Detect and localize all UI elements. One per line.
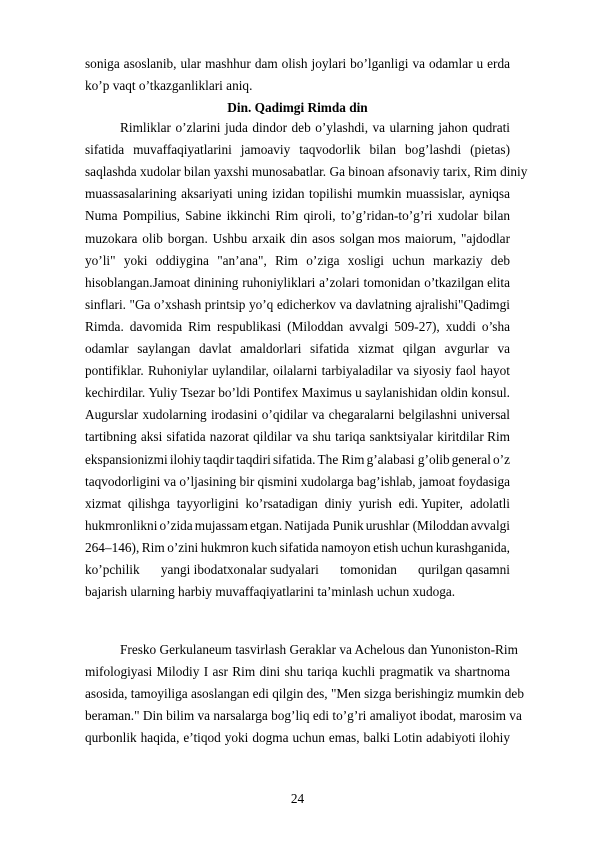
text-segment: siyosiy xyxy=(413,363,452,379)
text-segment: asosida, tamoyiliga asoslangan edi qilgin des, "Men sizga berishingiz mumkin deb xyxy=(85,686,524,702)
text-segment: va xyxy=(295,429,309,445)
text-segment: o’sha xyxy=(481,318,510,334)
text-segment: sifatida xyxy=(310,341,350,356)
text-segment: Rimda. xyxy=(85,318,124,334)
text-segment: odamlar xyxy=(85,341,129,356)
text-segment: sinflari. xyxy=(85,296,126,312)
text-segment: joylari xyxy=(311,56,347,71)
text-segment: va xyxy=(311,407,325,423)
text-segment: yoki xyxy=(123,252,148,268)
text-line xyxy=(0,120,595,142)
text-segment: etgan. xyxy=(250,517,283,533)
text-segment: Pompilius, xyxy=(122,208,180,224)
text-segment: va xyxy=(339,296,353,312)
text-segment: ko’p vaqt o’tkazganliklari aniq. xyxy=(85,78,253,93)
text-line xyxy=(0,429,595,451)
text-segment: "Ga xyxy=(129,296,151,312)
text-segment: bo’ldi xyxy=(218,385,251,401)
text-segment: I xyxy=(203,664,209,680)
text-segment: mujassam xyxy=(194,517,248,533)
text-segment: g’alabasi g’olib xyxy=(366,451,450,467)
text-line xyxy=(0,562,595,584)
text-segment: xizmat xyxy=(85,495,122,511)
text-segment: borgan. xyxy=(167,230,208,246)
text-segment: mumkin xyxy=(357,186,402,202)
text-segment: olish xyxy=(281,56,308,71)
text-segment: va xyxy=(497,341,510,356)
text-segment: xudolar xyxy=(437,208,479,224)
text-segment: etish xyxy=(373,539,399,555)
text-segment: Augurslar xyxy=(85,407,139,423)
text-segment: deb xyxy=(291,120,311,135)
text-line xyxy=(0,385,595,407)
text-segment: muzokara xyxy=(85,230,138,246)
text-segment: nazorat xyxy=(209,429,249,445)
text-segment: muassislar, xyxy=(405,186,465,202)
text-segment: yangi ibodatxonalar sudyalari xyxy=(160,562,319,577)
text-segment: qudrati xyxy=(472,120,510,135)
text-segment: Maximus xyxy=(301,385,352,401)
text-line xyxy=(0,686,595,708)
text-segment: solgan mos xyxy=(339,230,401,246)
text-segment: oddiygina xyxy=(155,252,209,268)
text-segment: davomida xyxy=(129,318,183,334)
text-segment: arxaik xyxy=(252,230,286,246)
text-line xyxy=(0,474,595,496)
text-segment: ayniqsa xyxy=(469,186,510,202)
text-segment: emas, xyxy=(328,730,360,746)
text-segment: edi. Yupiter, xyxy=(398,495,463,511)
text-segment: hayot xyxy=(480,363,510,379)
text-segment: kechirdilar. xyxy=(85,385,146,401)
text-segment: o’xshash xyxy=(153,296,202,312)
text-segment: e’tiqod xyxy=(183,730,221,746)
text-segment: tariqa xyxy=(335,429,366,445)
text-segment: Milodiy xyxy=(156,664,200,680)
text-segment: a’zolari xyxy=(319,274,360,290)
text-segment: avgurlar xyxy=(444,341,489,356)
text-line xyxy=(0,341,595,363)
text-segment: Natijada Punik xyxy=(284,517,364,533)
text-segment: Rim xyxy=(141,539,165,555)
text-segment: balki Lotin xyxy=(363,730,423,746)
text-line xyxy=(0,452,595,474)
text-segment: uchun xyxy=(292,730,325,746)
text-segment: u xyxy=(476,56,484,71)
text-segment: "an’ana", xyxy=(217,252,267,268)
text-line xyxy=(0,584,595,606)
text-segment: yurish xyxy=(358,495,392,511)
text-segment: Sabine xyxy=(185,208,222,224)
text-segment: o’z xyxy=(493,451,510,467)
text-segment: tartibning xyxy=(85,429,137,445)
text-segment: qurbonlik xyxy=(85,730,137,746)
text-segment: Rimliklar xyxy=(120,120,171,135)
text-line xyxy=(0,730,595,752)
text-segment: amaldorlari xyxy=(240,341,302,356)
text-line xyxy=(0,208,595,230)
text-segment: aksi xyxy=(140,429,163,445)
text-line xyxy=(0,642,595,664)
text-segment: Rim xyxy=(188,318,211,334)
text-segment: izidan xyxy=(272,186,305,202)
text-line xyxy=(0,275,595,297)
text-segment: taqdiri xyxy=(236,451,271,467)
text-segment: juda xyxy=(224,120,248,135)
text-segment: qildilar xyxy=(253,429,292,445)
text-segment: u xyxy=(355,385,362,401)
text-segment: maiorum, xyxy=(404,230,457,246)
text-segment: hukmronlikni xyxy=(85,517,158,533)
text-segment: va xyxy=(412,56,426,71)
text-segment: uchun xyxy=(392,252,425,268)
text-segment: kiritdilar Rim xyxy=(437,429,510,445)
text-segment: qilishga xyxy=(127,495,170,511)
text-line xyxy=(0,664,595,686)
text-segment: general xyxy=(451,451,491,467)
text-segment: pontifiklar. xyxy=(85,363,144,379)
text-segment: o’ylashdi, xyxy=(315,120,369,135)
text-segment: ko’rsatadigan xyxy=(245,495,318,511)
text-segment: sifatida xyxy=(279,539,319,555)
text-segment: irodasini xyxy=(210,407,258,423)
text-segment: ikkinchi xyxy=(226,208,271,224)
text-segment: dogma xyxy=(252,730,289,746)
text-segment: ko’pchilik xyxy=(85,562,140,577)
text-segment: dindor xyxy=(252,120,288,135)
text-segment: konsul. xyxy=(471,385,510,401)
text-segment: ilohiy xyxy=(169,451,201,467)
text-line xyxy=(0,56,595,78)
text-segment: muvaffaqiyatlarini xyxy=(133,142,232,158)
text-segment: beraman." Din bilim va narsalarga bog’liq edi to’g’ri amaliyot ibodat, marosim va xyxy=(85,708,522,724)
text-segment: va xyxy=(396,363,410,379)
text-segment: jamoaviy xyxy=(240,142,291,158)
text-segment: urushlar (Miloddan xyxy=(365,517,469,533)
text-segment: xudolarning xyxy=(142,407,207,423)
text-segment: belgilashni xyxy=(398,407,457,423)
text-line xyxy=(0,253,595,275)
text-line xyxy=(0,540,595,562)
text-segment: o’zida xyxy=(159,517,193,533)
text-segment: bir xyxy=(239,473,255,489)
text-line xyxy=(0,363,595,385)
text-segment: dinining xyxy=(194,274,239,290)
text-segment: kuch xyxy=(251,539,278,555)
text-segment: mifologiyasi xyxy=(85,664,153,680)
text-segment: sanktsiyalar xyxy=(369,429,434,445)
text-line xyxy=(0,297,595,319)
text-segment: diniy xyxy=(324,495,352,511)
text-segment: taqdir xyxy=(202,451,234,467)
text-segment: o’tkazilgan elita xyxy=(424,274,510,290)
text-segment: taqvodorlik xyxy=(299,142,361,158)
text-segment: tomonidan xyxy=(340,562,397,577)
text-segment: to’g’ridan-to’g’ri xyxy=(340,208,433,224)
text-segment: davlat xyxy=(199,341,232,356)
text-line xyxy=(0,518,595,540)
text-segment: edicherkov xyxy=(276,296,336,312)
text-segment: sifatida xyxy=(85,142,125,158)
text-segment: dini xyxy=(259,664,281,680)
text-line xyxy=(0,142,595,164)
text-segment: jahon xyxy=(438,120,468,135)
text-segment: tarbiyaladilar xyxy=(321,363,393,379)
text-segment: saylanishidan xyxy=(364,385,438,401)
text-segment: asoslanib, xyxy=(123,56,177,71)
text-segment: xuddi xyxy=(445,318,476,334)
text-segment: oldin xyxy=(440,385,468,401)
text-segment: bag’ishlab, xyxy=(356,473,416,489)
text-segment: topilishi xyxy=(309,186,353,202)
text-segment: ekspansionizmi xyxy=(85,451,168,467)
text-segment: qurilgan qasamni xyxy=(418,562,510,577)
text-segment: olib xyxy=(142,230,163,246)
text-segment: yo’q xyxy=(248,296,274,312)
text-line xyxy=(0,319,595,341)
text-segment: qilgan xyxy=(402,341,436,356)
text-segment: bo’lganligi xyxy=(350,56,409,71)
text-segment: bajarish ularning harbiy muvaffaqiyatlarini ta’minlash uchun xudoga. xyxy=(85,584,456,600)
text-segment: "ajdodlar xyxy=(461,230,510,246)
text-segment: uylandilar, xyxy=(212,363,269,379)
text-segment: saylangan xyxy=(137,341,191,356)
text-segment: bilan xyxy=(369,142,397,158)
text-segment: sifatida xyxy=(166,429,206,445)
text-segment: tomonidan xyxy=(363,274,421,290)
text-segment: taqvodorligini xyxy=(85,473,161,489)
text-segment: davlatning xyxy=(355,296,412,312)
text-segment: tariqa xyxy=(307,664,338,680)
text-segment: asos xyxy=(312,230,335,246)
text-segment: respublikasi xyxy=(216,318,282,334)
text-segment: o’zini xyxy=(167,539,199,555)
text-segment: markaziy xyxy=(433,252,483,268)
text-segment: soniga xyxy=(85,56,120,71)
text-segment: haqida, xyxy=(140,730,180,746)
text-segment: jamoat xyxy=(418,473,456,489)
text-segment: (pietas) xyxy=(470,142,510,158)
text-segment: va xyxy=(372,120,386,135)
text-segment: pragmatik xyxy=(379,664,434,680)
text-segment: shartnoma xyxy=(454,664,510,680)
text-segment: 264–146), xyxy=(85,539,140,555)
text-segment: namoyon xyxy=(321,539,371,555)
text-segment: o’zlarini xyxy=(175,120,221,135)
text-segment: shu xyxy=(284,664,304,680)
text-segment: xizmat xyxy=(357,341,394,356)
text-segment: hisoblangan.Jamoat xyxy=(85,274,191,290)
text-segment: o’ziga xyxy=(306,252,340,268)
section-title: Din. Qadimgi Rimda din xyxy=(227,100,368,115)
text-segment: foydasiga xyxy=(458,473,510,489)
text-segment: yoki xyxy=(224,730,249,746)
text-segment: Numa xyxy=(85,208,118,224)
text-segment: Tsezar xyxy=(180,385,216,401)
text-segment: Pontifex xyxy=(253,385,299,401)
text-segment: sifatida. xyxy=(272,451,316,467)
text-segment: tayyorligini xyxy=(176,495,239,511)
text-segment: The Rim xyxy=(317,451,365,467)
text-line xyxy=(0,78,595,100)
text-segment: va xyxy=(163,473,177,489)
text-segment: odamlar xyxy=(428,56,473,71)
text-segment: xosligi xyxy=(347,252,384,268)
text-segment: universal xyxy=(461,407,510,423)
text-segment: qiroli, xyxy=(303,208,336,224)
text-segment: ajralishi"Qadimgi xyxy=(415,296,510,312)
text-segment: Ruhoniylar xyxy=(147,363,208,379)
text-segment: uning xyxy=(237,186,268,202)
text-segment: Ushbu xyxy=(212,230,248,246)
text-segment: Yuliy xyxy=(148,385,178,401)
text-segment: kurashganida, xyxy=(435,539,510,555)
text-segment: (Miloddan xyxy=(287,318,344,334)
text-segment: printsip xyxy=(204,296,246,312)
text-segment: aksariyati xyxy=(181,186,233,202)
text-segment: hukmron xyxy=(200,539,249,555)
text-segment: Rim xyxy=(275,208,299,224)
text-segment: muassasalarining xyxy=(85,186,177,202)
text-segment: kuchli xyxy=(341,664,376,680)
text-segment: adolatli xyxy=(470,495,510,511)
text-segment: ruhoniyliklari xyxy=(242,274,316,290)
page-number: 24 xyxy=(290,791,305,806)
text-segment: uchun xyxy=(400,539,434,555)
text-segment: adabiyoti ilohiy xyxy=(426,730,510,746)
text-line xyxy=(0,186,595,208)
text-segment: faol xyxy=(455,363,477,379)
text-segment: saqlashda xudolar bilan yaxshi munosabatlar. Ga binoan afsonaviy tarix, Rim diniy xyxy=(85,164,528,180)
text-segment: din xyxy=(290,230,308,246)
text-segment: va xyxy=(437,664,451,680)
text-line xyxy=(0,496,595,518)
text-segment: xudolarga xyxy=(300,473,354,489)
text-segment: Rim xyxy=(232,664,256,680)
text-segment: ular xyxy=(180,56,202,71)
text-segment: bilan xyxy=(483,208,510,224)
text-segment: ularning xyxy=(389,120,434,135)
text-line xyxy=(0,407,595,429)
text-segment: avvalgi xyxy=(349,318,389,334)
text-segment: yo’li" xyxy=(85,252,116,268)
text-line xyxy=(0,231,595,253)
text-line xyxy=(0,164,595,186)
text-segment: Rim xyxy=(275,252,298,268)
text-segment: o’ljasining xyxy=(179,473,237,489)
text-segment: bog’lashdi xyxy=(405,142,462,158)
text-segment: dam xyxy=(254,56,278,71)
text-segment: chegaralarni xyxy=(328,407,395,423)
text-segment: deb xyxy=(490,252,510,268)
text-segment: avvalgi xyxy=(470,517,510,533)
text-segment: asr xyxy=(212,664,228,680)
text-segment: oilalarni xyxy=(273,363,318,379)
text-segment: Fresko Gerkulaneum tasvirlash Geraklar va Achelous dan Yunoniston-Rim xyxy=(120,642,518,657)
text-segment: qismini xyxy=(257,473,298,489)
text-segment: shu xyxy=(312,429,331,445)
text-segment: 509-27), xyxy=(394,318,440,334)
text-segment: mashhur xyxy=(205,56,251,71)
text-line xyxy=(0,708,595,730)
text-segment: erda xyxy=(487,56,510,71)
text-segment: o’qidilar xyxy=(261,407,308,423)
